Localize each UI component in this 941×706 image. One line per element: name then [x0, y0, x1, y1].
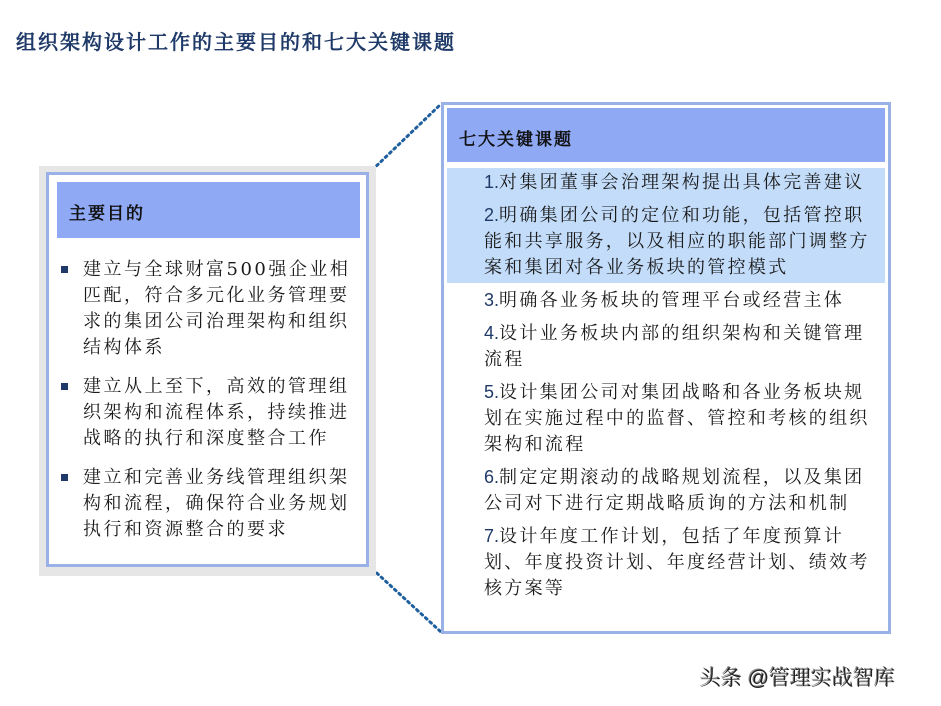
objective-text: 建立从上至下，高效的管理组织架构和流程体系，持续推进战略的执行和深度整合工作: [83, 376, 350, 449]
topic-text: 明确集团公司的定位和功能，包括管控职能和共享服务，以及相应的职能部门调整方案和集团对各业务板块的管控模式: [484, 205, 870, 278]
topic-number: 5.: [484, 382, 500, 402]
main-objectives-list: [57, 257, 357, 556]
topic-text: 对集团董事会治理架构提出具体完善建议: [499, 172, 865, 193]
topic-number: 1.: [484, 172, 500, 192]
key-topic-item: [484, 202, 874, 281]
objective-item: [57, 374, 357, 452]
key-topic-item: [484, 523, 874, 602]
topic-text: 设计集团公司对集团战略和各业务板块规划在实施过程中的监督、管控和考核的组织架构和流程: [484, 382, 870, 455]
key-topic-item: [484, 379, 874, 458]
objective-item: [57, 465, 357, 543]
key-topic-item: [484, 320, 874, 373]
square-bullet-icon: [61, 383, 68, 390]
square-bullet-icon: [61, 474, 68, 481]
key-topic-item: [484, 287, 874, 314]
topic-number: 7.: [484, 526, 500, 546]
key-topics-panel: [441, 102, 891, 634]
topic-number: 6.: [484, 467, 500, 487]
main-objectives-title: 主要目的: [69, 204, 145, 224]
square-bullet-icon: [61, 266, 68, 273]
key-topics-list: [484, 169, 874, 608]
key-topics-title: 七大关键课题: [459, 130, 573, 150]
topic-number: 3.: [484, 290, 500, 310]
topic-number: 4.: [484, 323, 500, 343]
key-topics-header: [447, 108, 885, 162]
objective-text: 建立和完善业务线管理组织架构和流程，确保符合业务规划执行和资源整合的要求: [83, 467, 350, 540]
topic-text: 设计年度工作计划，包括了年度预算计划、年度投资计划、年度经营计划、绩效考核方案等: [484, 526, 870, 599]
page-title: 组织架构设计工作的主要目的和七大关键课题: [16, 30, 456, 54]
main-objectives-panel: [46, 172, 369, 567]
watermark: 头条 @管理实战智库: [700, 667, 896, 690]
main-objectives-header: [57, 182, 360, 238]
topic-number: 2.: [484, 205, 500, 225]
topic-text: 制定定期滚动的战略规划流程，以及集团公司对下进行定期战略质询的方法和机制: [484, 467, 865, 514]
objective-item: [57, 257, 357, 361]
topic-text: 设计业务板块内部的组织架构和关键管理流程: [484, 323, 865, 370]
key-topic-item: [484, 169, 874, 196]
topic-text: 明确各业务板块的管理平台或经营主体: [499, 290, 845, 311]
objective-text: 建立与全球财富500强企业相匹配，符合多元化业务管理要求的集团公司治理架构和组织结构体系: [83, 259, 351, 358]
key-topic-item: [484, 464, 874, 517]
